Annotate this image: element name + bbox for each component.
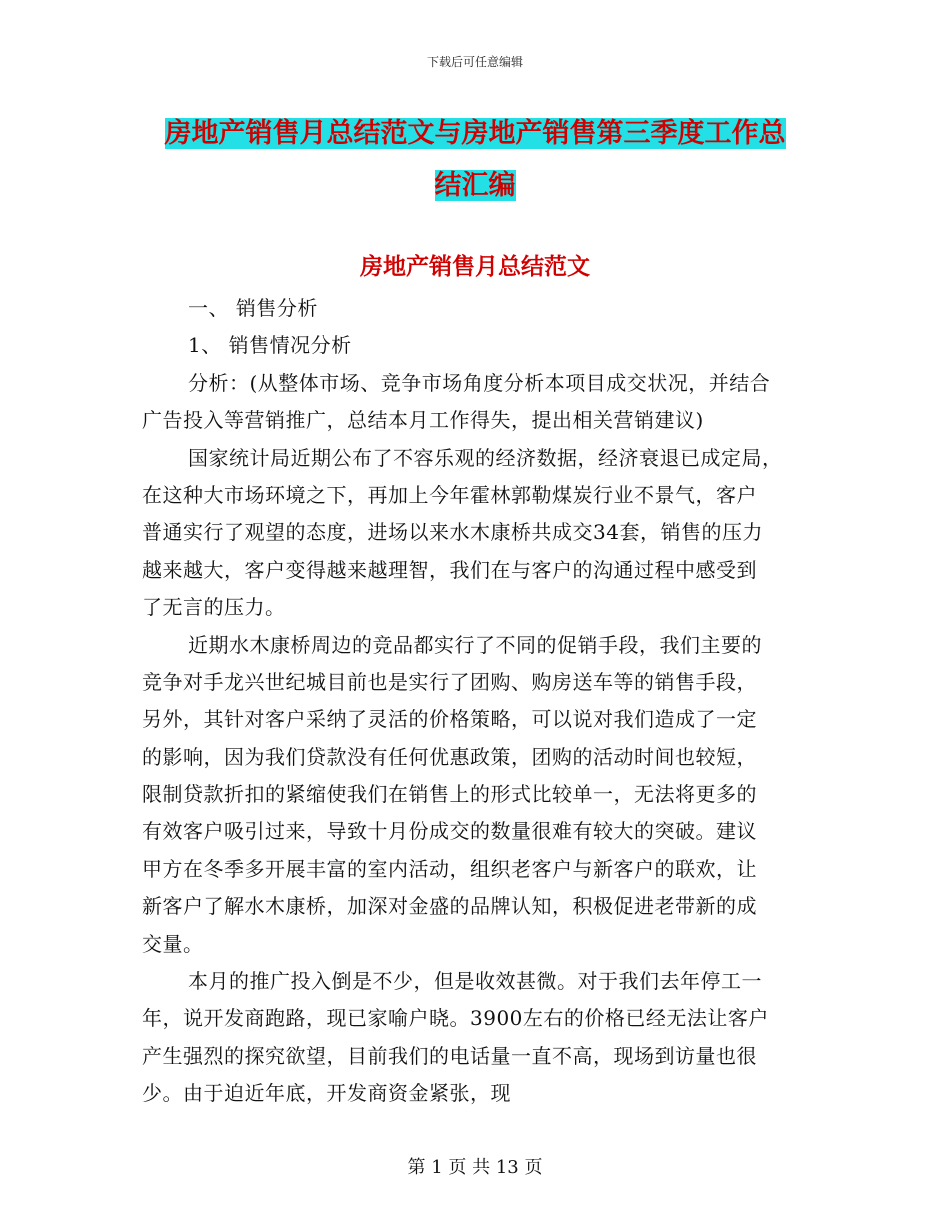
paragraph-line: 交量。: [142, 931, 204, 956]
paragraph-line: 本月的推广投入倒是不少，但是收效甚微。对于我们去年停工一: [188, 969, 762, 994]
subheading-sales-situation: 1、 销售情况分析: [188, 333, 352, 358]
document-body: [142, 290, 807, 1113]
paragraph-line: 分析：(从整体市场、竞争市场角度分析本项目成交状况，并结合: [188, 370, 771, 395]
paragraph-line: 限制贷款折扣的紧缩使我们在销售上的形式比较单一，无法将更多的: [142, 782, 757, 807]
paragraph-line: 产生强烈的探究欲望，目前我们的电话量一直不高，现场到访量也很: [142, 1043, 757, 1068]
page-footer-pagination: 第 1 页 共 13 页: [407, 1157, 543, 1178]
paragraph-line: 有效客户吸引过来，导致十月份成交的数量很难有较大的突破。建议: [142, 819, 757, 844]
paragraph-line: 少。由于迫近年底，开发商资金紧张，现: [142, 1081, 511, 1106]
paragraph-line: 近期水木康桥周边的竞品都实行了不同的促销手段，我们主要的: [188, 632, 762, 657]
paragraph-line: 竞争对手龙兴世纪城目前也是实行了团购、购房送车等的销售手段，: [142, 669, 757, 694]
paragraph-line: 普通实行了观望的态度，进场以来水木康桥共成交34套，销售的压力: [142, 520, 763, 545]
paragraph-line: 了无言的压力。: [142, 595, 286, 620]
section-title: 房地产销售月总结范文: [360, 254, 590, 280]
paragraph-line: 越来越大，客户变得越来越理智，我们在与客户的沟通过程中感受到: [142, 557, 757, 582]
document-title-line-1: 房地产销售月总结范文与房地产销售第三季度工作总: [164, 118, 786, 149]
paragraph-line: 的影响，因为我们贷款没有任何优惠政策，团购的活动时间也较短，: [142, 744, 757, 769]
document-title-line-2: 结汇编: [434, 170, 516, 201]
heading-sales-analysis: 一、 销售分析: [188, 296, 318, 320]
paragraph-line: 另外，其针对客户采纳了灵活的价格策略，可以说对我们造成了一定: [142, 707, 757, 732]
paragraph-line: 新客户了解水木康桥，加深对金盛的品牌认知，积极促进老带新的成: [142, 894, 757, 919]
paragraph-line: 甲方在冬季多开展丰富的室内活动，组织老客户与新客户的联欢，让: [142, 856, 757, 881]
paragraph-line: 年，说开发商跑路，现已家喻户晓。3900左右的价格已经无法让客户: [142, 1006, 769, 1031]
document-title: [140, 108, 810, 212]
paragraph-line: 广告投入等营销推广，总结本月工作得失，提出相关营销建议): [142, 408, 704, 433]
paragraph-line: 国家统计局近期公布了不容乐观的经济数据，经济衰退已成定局，: [188, 445, 783, 470]
page-header-note: 下载后可任意编辑: [426, 55, 523, 69]
paragraph-line: 在这种大市场环境之下，再加上今年霍林郭勒煤炭行业不景气，客户: [142, 482, 757, 507]
